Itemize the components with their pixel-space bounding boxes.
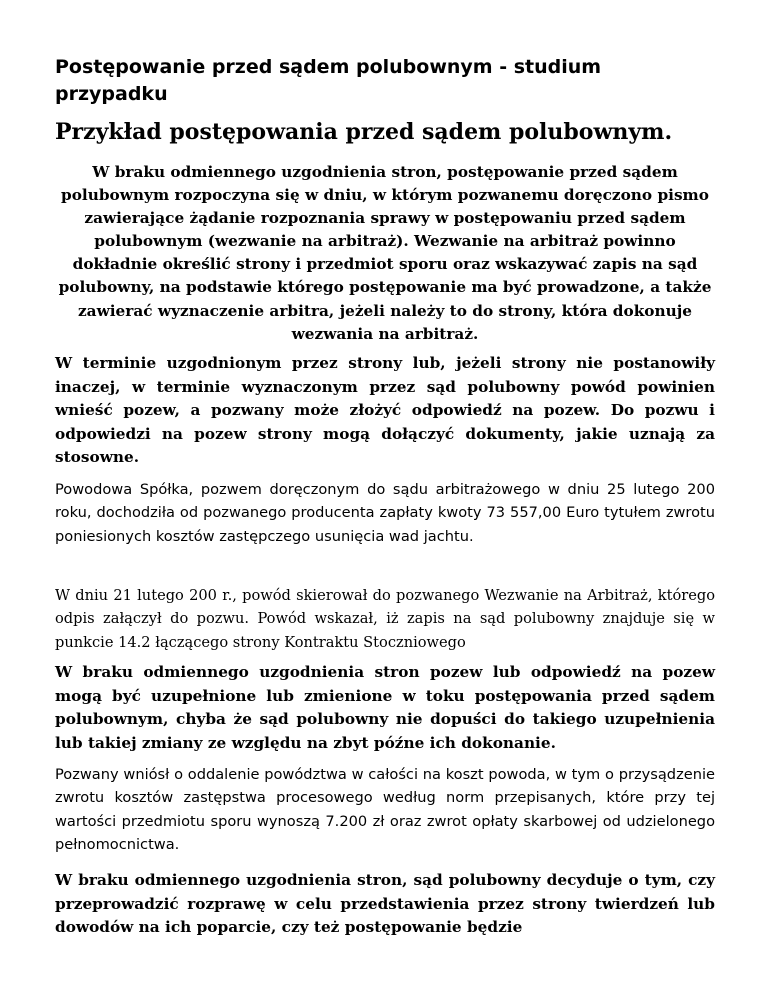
document-supertitle: Postępowanie przed sądem polubownym - studium przypadku <box>55 56 602 105</box>
paragraph-statement-of-claim: W terminie uzgodnionym przez strony lub, jeżeli strony nie postanowiły inaczej, w terminie wyznaczonym przez sąd polubowny powód powinien wnieść pozew, a pozwany może złożyć odpowiedź na pozew. Do pozwu i odpowiedzi na pozew strony mogą dołączyć dokumenty, jakie uznają za stosowne. <box>55 354 715 466</box>
paragraph-amendment-of-claim: W braku odmiennego uzgodnienia stron pozew lub odpowiedź na pozew mogą być uzupełnione lub zmienione w toku postępowania przed sądem polubownym, chyba że sąd polubowny nie dopuści do takiego uzupełnienia lub takiej zmiany ze względu na zbyt późne ich dokonanie. <box>55 663 715 752</box>
document-title: Przykład postępowania przed sądem polubownym. <box>55 119 673 145</box>
paragraph-defendant-response: Pozwany wniósł o oddalenie powództwa w całości na koszt powoda, w tym o przysądzenie zwrotu kosztów zastępstwa procesowego według norm przepisanych, które przy tej wartości przedmiotu sporu wynoszą 7.200 zł oraz zwrot opłaty skarbowej od udzielonego pełnomocnictwa. <box>55 766 715 853</box>
paragraph-arbitration-start: W braku odmiennego uzgodnienia stron, postępowanie przed sądem polubownym rozpoczyna się w dniu, w którym pozwanemu doręczono pismo zawierające żądanie rozpoznania sprawy w postępowaniu przed sądem polubownym (wezwanie na arbitraż). Wezwanie na arbitraż powinno dokładnie określić strony i przedmiot sporu oraz wskazywać zapis na sąd polubowny, na podstawie którego postępowanie ma być prowadzone, a także zawierać wyznaczenie arbitra, jeżeli należy to do strony, która dokonuje wezwania na arbitraż. <box>58 163 712 343</box>
paragraph-request-for-arbitration: W dniu 21 lutego 200 r., powód skierował do pozwanego Wezwanie na Arbitraż, którego odpis załączył do pozwu. Powód wskazał, iż zapis na sąd polubowny znajduje się w punkcie 14.2 łączącego strony Kontraktu Stoczniowego <box>55 587 715 651</box>
paragraph-hearing-decision: W braku odmiennego uzgodnienia stron, sąd polubowny decyduje o tym, czy przeprowadzić rozprawę w celu przedstawienia przez strony twierdzeń lub dowodów na ich poparcie, czy też postępowanie będzie <box>55 871 715 936</box>
paragraph-claimant-claim: Powodowa Spółka, pozwem doręczonym do sądu arbitrażowego w dniu 25 lutego 200 roku, dochodziła od pozwanego producenta zapłaty kwoty 73 557,00 Euro tytułem zwrotu poniesionych kosztów zastępczego usunięcia wad jachtu. <box>55 481 715 545</box>
